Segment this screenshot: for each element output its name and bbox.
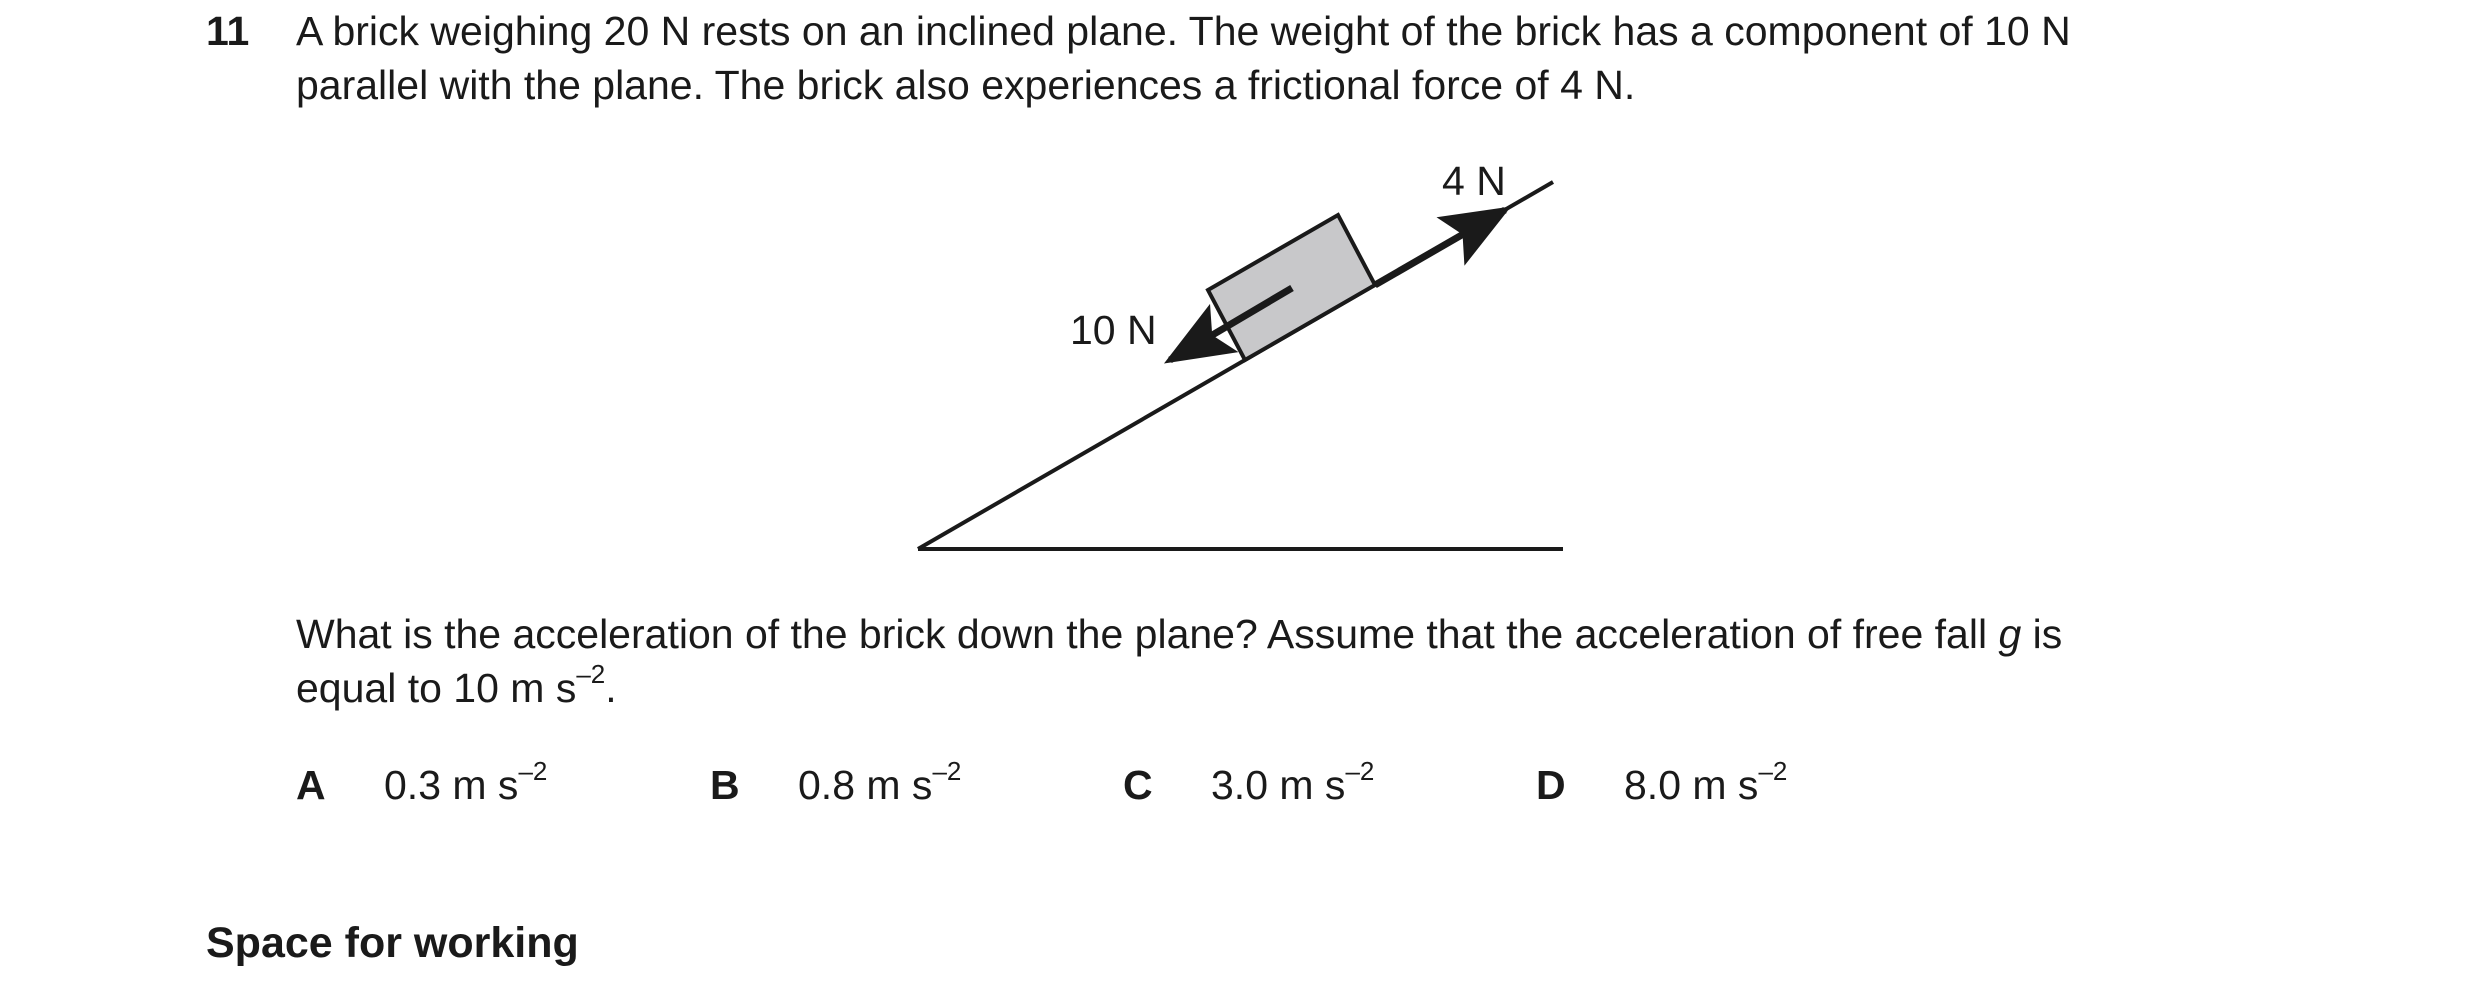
option-d-value: 8.0 m s [1624, 762, 1759, 808]
option-c-exponent: –2 [1345, 756, 1375, 787]
option-d-exponent: –2 [1758, 756, 1788, 787]
friction-label: 4 N [1442, 158, 1506, 204]
prompt-line-2-end: . [605, 665, 617, 711]
option-c-value: 3.0 m s [1211, 762, 1346, 808]
option-b-letter: B [710, 762, 740, 808]
prompt-line-2 [296, 661, 2426, 715]
stem-line-2: parallel with the plane. The brick also experiences a frictional force of 4 N. [296, 62, 1636, 108]
friction-arrow [1375, 210, 1505, 285]
prompt-line-1-text: What is the acceleration of the brick down the plane? Assume that the acceleration of free fall [296, 611, 1999, 657]
stem-line-1: A brick weighing 20 N rests on an inclined plane. The weight of the brick has a component of 10 N [296, 8, 2071, 54]
component-label: 10 N [1070, 307, 1157, 353]
prompt-line-1 [296, 607, 2426, 661]
question-prompt [296, 607, 2426, 715]
option-d[interactable] [1536, 758, 1787, 812]
option-d-letter: D [1536, 762, 1566, 808]
symbol-g: g [1998, 611, 2022, 657]
option-c[interactable] [1123, 758, 1374, 812]
prompt-line-2-text: equal to 10 m s [296, 665, 577, 711]
option-c-letter: C [1123, 762, 1153, 808]
option-b-exponent: –2 [932, 756, 962, 787]
option-a[interactable] [296, 758, 547, 812]
option-b[interactable] [710, 758, 961, 812]
option-a-value: 0.3 m s [384, 762, 519, 808]
option-a-exponent: –2 [518, 756, 548, 787]
prompt-exponent: –2 [576, 659, 606, 690]
prompt-line-1-end: is [2021, 611, 2063, 657]
answer-options [0, 758, 2480, 818]
option-a-letter: A [296, 762, 326, 808]
question-number: 11 [206, 8, 250, 54]
option-b-value: 0.8 m s [798, 762, 933, 808]
space-for-working-label: Space for working [206, 919, 579, 967]
